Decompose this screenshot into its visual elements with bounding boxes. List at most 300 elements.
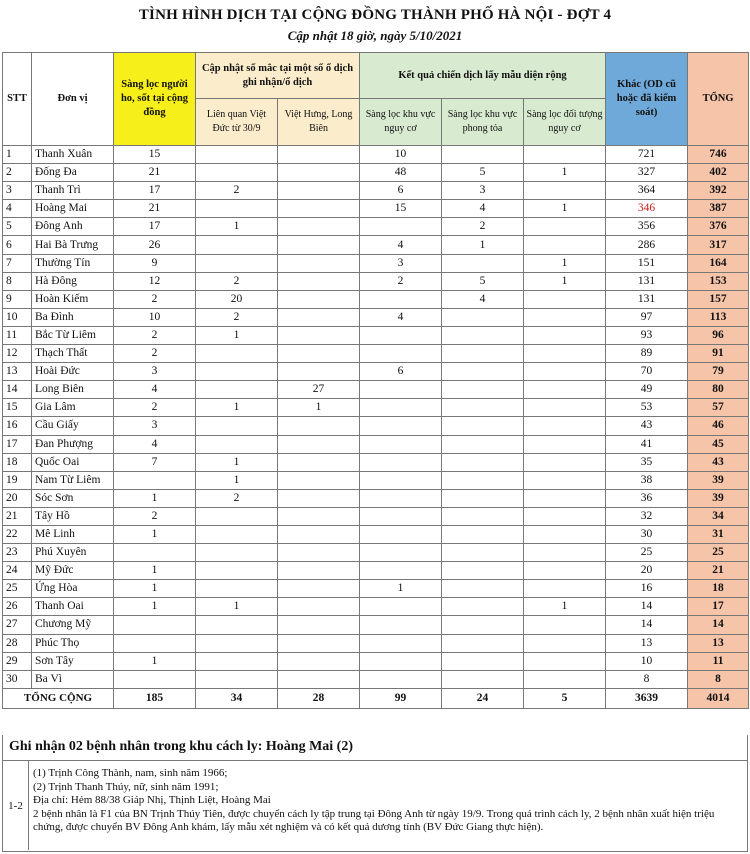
table-row: [3, 381, 749, 399]
totals-viet-duc: 34: [196, 688, 278, 708]
cell-viet-hung: [278, 580, 360, 598]
cell-risk-area: [360, 326, 442, 344]
cell-screening: 1: [114, 489, 196, 507]
cell-lockdown: [442, 525, 524, 543]
cell-total: 746: [688, 146, 749, 164]
cell-risk-group: 1: [524, 272, 606, 290]
row-unit-name: Phú Xuyên: [32, 544, 114, 562]
row-unit-name: Đông Anh: [32, 218, 114, 236]
row-stt: 12: [3, 345, 32, 363]
row-unit-name: Cầu Giấy: [32, 417, 114, 435]
table-row: [3, 616, 749, 634]
cell-screening: [114, 616, 196, 634]
cell-other: 93: [606, 326, 688, 344]
row-stt: 20: [3, 489, 32, 507]
cell-other: 16: [606, 580, 688, 598]
cell-screening: 1: [114, 598, 196, 616]
row-stt: 28: [3, 634, 32, 652]
cell-risk-group: [524, 562, 606, 580]
note-line: 2 bệnh nhân là F1 của BN Trịnh Thúy Tiên, được chuyển cách ly tập trung tại Đông Anh từ ngày 19/9. Trong quá trình cách ly, 2 bệnh nhân xuất hiện triệu chứng, được chuyển BV Đông Anh khám, lấy mẫu xét nghiệm và có kết quả dương tính (BV Đức Giang thực hiện).: [33, 807, 715, 833]
cell-lockdown: [442, 507, 524, 525]
cell-risk-area: [360, 544, 442, 562]
cell-risk-group: [524, 616, 606, 634]
cell-viet-duc: [196, 381, 278, 399]
cell-other: 32: [606, 507, 688, 525]
cell-total: 8: [688, 670, 749, 688]
cell-screening: [114, 544, 196, 562]
cell-viet-hung: [278, 182, 360, 200]
cell-total: 153: [688, 272, 749, 290]
cell-total: 25: [688, 544, 749, 562]
note-line: (2) Trịnh Thanh Thúy, nữ, sinh năm 1991;: [33, 780, 219, 793]
cell-viet-duc: [196, 580, 278, 598]
cell-lockdown: 1: [442, 236, 524, 254]
totals-viet-hung: 28: [278, 688, 360, 708]
cell-total: 45: [688, 435, 749, 453]
row-stt: 11: [3, 326, 32, 344]
table-row: [3, 453, 749, 471]
cell-total: 79: [688, 363, 749, 381]
cell-risk-group: [524, 399, 606, 417]
table-row: [3, 218, 749, 236]
cell-other: 43: [606, 417, 688, 435]
row-stt: 23: [3, 544, 32, 562]
cell-risk-area: [360, 381, 442, 399]
row-unit-name: Bắc Từ Liêm: [32, 326, 114, 344]
cell-risk-area: 48: [360, 164, 442, 182]
row-stt: 25: [3, 580, 32, 598]
cell-screening: 1: [114, 652, 196, 670]
cell-total: 57: [688, 399, 749, 417]
cases-table: [2, 52, 749, 709]
cell-other: 131: [606, 272, 688, 290]
cell-risk-area: 4: [360, 308, 442, 326]
cell-total: 80: [688, 381, 749, 399]
cell-risk-group: [524, 471, 606, 489]
cell-total: 39: [688, 489, 749, 507]
row-unit-name: Mỹ Đức: [32, 562, 114, 580]
table-row: [3, 272, 749, 290]
cell-screening: 17: [114, 182, 196, 200]
row-unit-name: Sơn Tây: [32, 652, 114, 670]
cell-total: 387: [688, 200, 749, 218]
cell-lockdown: [442, 381, 524, 399]
row-unit-name: Mê Linh: [32, 525, 114, 543]
cell-viet-duc: [196, 507, 278, 525]
cell-screening: 21: [114, 164, 196, 182]
cell-other: 38: [606, 471, 688, 489]
cell-risk-group: [524, 236, 606, 254]
cell-risk-group: [524, 218, 606, 236]
cell-lockdown: [442, 417, 524, 435]
cell-risk-area: [360, 345, 442, 363]
cell-viet-hung: [278, 598, 360, 616]
cell-lockdown: [442, 652, 524, 670]
table-row: [3, 345, 749, 363]
row-unit-name: Phúc Thọ: [32, 634, 114, 652]
cell-other: 70: [606, 363, 688, 381]
cell-viet-hung: [278, 254, 360, 272]
cell-risk-group: [524, 525, 606, 543]
cell-risk-group: [524, 435, 606, 453]
cell-other: 53: [606, 399, 688, 417]
col-campaign-group: Kết quả chiến dịch lấy mẫu diện rộng: [360, 53, 606, 99]
cell-total: 113: [688, 308, 749, 326]
cell-lockdown: [442, 399, 524, 417]
col-campaign-risk-group: Sàng lọc đối tượng nguy cơ: [524, 99, 606, 146]
cell-screening: [114, 634, 196, 652]
cell-risk-group: 1: [524, 164, 606, 182]
cell-risk-area: 15: [360, 200, 442, 218]
cell-viet-duc: [196, 146, 278, 164]
cell-risk-group: [524, 580, 606, 598]
cell-total: 13: [688, 634, 749, 652]
cell-screening: 3: [114, 363, 196, 381]
cell-lockdown: [442, 634, 524, 652]
cell-viet-hung: [278, 489, 360, 507]
row-stt: 24: [3, 562, 32, 580]
cell-total: 39: [688, 471, 749, 489]
isolation-note-detail: [2, 761, 748, 852]
cell-lockdown: [442, 363, 524, 381]
row-unit-name: Thanh Trì: [32, 182, 114, 200]
row-stt: 4: [3, 200, 32, 218]
cell-total: 18: [688, 580, 749, 598]
cell-risk-group: [524, 345, 606, 363]
totals-total: 4014: [688, 688, 749, 708]
cell-screening: 2: [114, 507, 196, 525]
isolation-note-title: Ghi nhận 02 bệnh nhân trong khu cách ly: Hoàng Mai (2): [2, 735, 748, 761]
cell-screening: [114, 670, 196, 688]
cell-viet-duc: 2: [196, 308, 278, 326]
cell-risk-group: 1: [524, 598, 606, 616]
cell-risk-area: [360, 453, 442, 471]
cell-risk-area: [360, 507, 442, 525]
cell-risk-group: [524, 326, 606, 344]
cell-lockdown: [442, 254, 524, 272]
cell-total: 21: [688, 562, 749, 580]
table-row: [3, 525, 749, 543]
cell-viet-hung: [278, 236, 360, 254]
cell-viet-hung: [278, 146, 360, 164]
cell-other: 14: [606, 616, 688, 634]
cell-total: 317: [688, 236, 749, 254]
cell-viet-hung: [278, 363, 360, 381]
cell-viet-hung: [278, 525, 360, 543]
row-stt: 22: [3, 525, 32, 543]
table-row: [3, 254, 749, 272]
cell-viet-duc: [196, 200, 278, 218]
table-row: [3, 363, 749, 381]
cell-viet-duc: 2: [196, 272, 278, 290]
cell-lockdown: [442, 146, 524, 164]
cell-viet-hung: [278, 507, 360, 525]
row-unit-name: Đống Đa: [32, 164, 114, 182]
table-row: [3, 598, 749, 616]
cell-viet-duc: [196, 670, 278, 688]
table-row: [3, 290, 749, 308]
cell-lockdown: [442, 453, 524, 471]
table-row: [3, 471, 749, 489]
cell-risk-group: [524, 544, 606, 562]
cell-risk-group: [524, 489, 606, 507]
cell-total: 43: [688, 453, 749, 471]
note-line: (1) Trịnh Công Thành, nam, sinh năm 1966;: [33, 767, 228, 779]
row-stt: 18: [3, 453, 32, 471]
totals-screening: 185: [114, 688, 196, 708]
cell-viet-duc: [196, 616, 278, 634]
cell-viet-hung: [278, 616, 360, 634]
cell-risk-area: 3: [360, 254, 442, 272]
row-unit-name: Nam Từ Liêm: [32, 471, 114, 489]
cell-lockdown: 3: [442, 182, 524, 200]
cell-viet-hung: 27: [278, 381, 360, 399]
cell-viet-duc: [196, 435, 278, 453]
cell-viet-hung: [278, 544, 360, 562]
row-stt: 7: [3, 254, 32, 272]
row-stt: 30: [3, 670, 32, 688]
row-unit-name: Hoàn Kiếm: [32, 290, 114, 308]
cell-lockdown: [442, 562, 524, 580]
cell-viet-hung: [278, 290, 360, 308]
cell-viet-duc: [196, 254, 278, 272]
cell-other: 8: [606, 670, 688, 688]
cell-viet-hung: [278, 200, 360, 218]
cell-viet-hung: [278, 218, 360, 236]
cell-total: 11: [688, 652, 749, 670]
cell-screening: 1: [114, 562, 196, 580]
table-row: [3, 580, 749, 598]
table-body: [3, 146, 749, 689]
cell-lockdown: 5: [442, 272, 524, 290]
cell-risk-group: [524, 363, 606, 381]
table-row: [3, 164, 749, 182]
table-row: [3, 435, 749, 453]
cell-risk-group: 1: [524, 200, 606, 218]
totals-risk-group: 5: [524, 688, 606, 708]
cell-other: 151: [606, 254, 688, 272]
totals-other: 3639: [606, 688, 688, 708]
cell-other: 13: [606, 634, 688, 652]
cell-screening: 2: [114, 399, 196, 417]
cell-viet-duc: [196, 544, 278, 562]
cell-other: 721: [606, 146, 688, 164]
table-row: [3, 200, 749, 218]
cell-viet-duc: [196, 562, 278, 580]
row-stt: 1: [3, 146, 32, 164]
cell-viet-duc: 20: [196, 290, 278, 308]
cell-other: 131: [606, 290, 688, 308]
cell-viet-duc: [196, 417, 278, 435]
row-unit-name: Thanh Xuân: [32, 146, 114, 164]
cell-total: 96: [688, 326, 749, 344]
cell-risk-area: 1: [360, 580, 442, 598]
cell-lockdown: 5: [442, 164, 524, 182]
cell-risk-area: [360, 290, 442, 308]
cell-lockdown: [442, 471, 524, 489]
table-row: [3, 399, 749, 417]
cell-screening: 10: [114, 308, 196, 326]
cell-viet-duc: 2: [196, 489, 278, 507]
report-subtitle: Cập nhật 18 giờ, ngày 5/10/2021: [287, 28, 463, 43]
cell-screening: 12: [114, 272, 196, 290]
cell-total: 164: [688, 254, 749, 272]
cell-viet-duc: [196, 363, 278, 381]
cell-risk-area: [360, 616, 442, 634]
table-row: [3, 652, 749, 670]
cell-screening: 21: [114, 200, 196, 218]
cell-risk-group: [524, 146, 606, 164]
cell-viet-duc: 1: [196, 453, 278, 471]
totals-risk-area: 99: [360, 688, 442, 708]
row-unit-name: Thường Tín: [32, 254, 114, 272]
cell-other: 36: [606, 489, 688, 507]
cell-lockdown: [442, 544, 524, 562]
cell-risk-area: 6: [360, 363, 442, 381]
row-unit-name: Hai Bà Trưng: [32, 236, 114, 254]
cell-viet-duc: [196, 634, 278, 652]
cell-viet-hung: [278, 326, 360, 344]
cell-lockdown: [442, 326, 524, 344]
row-unit-name: Hoài Đức: [32, 363, 114, 381]
cell-other: 49: [606, 381, 688, 399]
table-row: [3, 182, 749, 200]
cell-viet-hung: [278, 453, 360, 471]
cell-viet-hung: [278, 308, 360, 326]
row-unit-name: Hà Đông: [32, 272, 114, 290]
row-unit-name: Ứng Hòa: [32, 580, 114, 598]
cell-risk-group: [524, 670, 606, 688]
cell-total: 34: [688, 507, 749, 525]
row-unit-name: Hoàng Mai: [32, 200, 114, 218]
table-row: [3, 146, 749, 164]
cell-total: 17: [688, 598, 749, 616]
cell-screening: 2: [114, 326, 196, 344]
cell-total: 376: [688, 218, 749, 236]
cell-lockdown: [442, 580, 524, 598]
cell-viet-duc: 2: [196, 182, 278, 200]
totals-label: TỔNG CỘNG: [3, 688, 114, 708]
cell-screening: 9: [114, 254, 196, 272]
cell-viet-duc: 1: [196, 399, 278, 417]
row-unit-name: Ba Đình: [32, 308, 114, 326]
cell-risk-group: [524, 417, 606, 435]
row-unit-name: Tây Hồ: [32, 507, 114, 525]
cell-risk-area: 10: [360, 146, 442, 164]
totals-lockdown: 24: [442, 688, 524, 708]
row-stt: 9: [3, 290, 32, 308]
cell-viet-duc: 1: [196, 598, 278, 616]
cell-screening: 2: [114, 345, 196, 363]
table-row: [3, 562, 749, 580]
cell-risk-area: [360, 218, 442, 236]
cell-viet-hung: 1: [278, 399, 360, 417]
row-unit-name: Ba Vì: [32, 670, 114, 688]
cell-other: 286: [606, 236, 688, 254]
cell-screening: 7: [114, 453, 196, 471]
row-stt: 10: [3, 308, 32, 326]
cell-risk-area: 4: [360, 236, 442, 254]
cell-viet-duc: [196, 164, 278, 182]
cell-lockdown: 2: [442, 218, 524, 236]
cell-risk-area: [360, 525, 442, 543]
cell-total: 91: [688, 345, 749, 363]
cell-risk-group: [524, 308, 606, 326]
col-total: TỔNG: [688, 53, 749, 146]
row-stt: 2: [3, 164, 32, 182]
row-stt: 14: [3, 381, 32, 399]
cell-risk-area: [360, 652, 442, 670]
row-stt: 27: [3, 616, 32, 634]
row-stt: 17: [3, 435, 32, 453]
cell-viet-hung: [278, 471, 360, 489]
cell-screening: 4: [114, 435, 196, 453]
cell-risk-area: [360, 471, 442, 489]
row-unit-name: Thanh Oai: [32, 598, 114, 616]
table-row: [3, 417, 749, 435]
cell-other: 97: [606, 308, 688, 326]
row-stt: 13: [3, 363, 32, 381]
table-row: [3, 544, 749, 562]
table-row: [3, 308, 749, 326]
cell-total: 31: [688, 525, 749, 543]
col-stt: STT: [3, 53, 32, 146]
cell-other: 20: [606, 562, 688, 580]
note-index: 1-2: [3, 761, 29, 850]
cell-screening: 26: [114, 236, 196, 254]
cell-risk-group: [524, 634, 606, 652]
cell-risk-group: [524, 290, 606, 308]
cell-viet-hung: [278, 417, 360, 435]
cell-other: 41: [606, 435, 688, 453]
cell-screening: [114, 471, 196, 489]
cell-total: 157: [688, 290, 749, 308]
cell-risk-group: 1: [524, 254, 606, 272]
cell-risk-area: [360, 399, 442, 417]
col-campaign-lockdown: Sàng lọc khu vực phong tỏa: [442, 99, 524, 146]
cell-total: 402: [688, 164, 749, 182]
cell-viet-duc: [196, 525, 278, 543]
cell-viet-duc: 1: [196, 471, 278, 489]
cell-risk-group: [524, 381, 606, 399]
cell-other: 327: [606, 164, 688, 182]
row-unit-name: Thạch Thất: [32, 345, 114, 363]
row-stt: 3: [3, 182, 32, 200]
col-other: Khác (OD cũ hoặc đã kiểm soát): [606, 53, 688, 146]
row-stt: 8: [3, 272, 32, 290]
cell-risk-area: 6: [360, 182, 442, 200]
row-unit-name: Chương Mỹ: [32, 616, 114, 634]
cell-risk-area: [360, 417, 442, 435]
col-update-group: Cập nhật số mắc tại một số ổ dịch ghi nhận/ổ dịch: [196, 53, 360, 99]
row-unit-name: Long Biên: [32, 381, 114, 399]
table-row: [3, 326, 749, 344]
row-unit-name: Đan Phượng: [32, 435, 114, 453]
cell-viet-duc: [196, 652, 278, 670]
cell-lockdown: [442, 489, 524, 507]
cell-risk-area: [360, 598, 442, 616]
note-line: Địa chỉ: Hẻm 88/38 Giáp Nhị, Thịnh Liệt, Hoàng Mai: [33, 794, 271, 806]
cell-screening: 1: [114, 580, 196, 598]
row-stt: 5: [3, 218, 32, 236]
cell-viet-hung: [278, 634, 360, 652]
cell-viet-hung: [278, 562, 360, 580]
cell-viet-hung: [278, 345, 360, 363]
cell-lockdown: [442, 670, 524, 688]
cell-screening: 15: [114, 146, 196, 164]
cell-lockdown: [442, 598, 524, 616]
cell-lockdown: [442, 435, 524, 453]
